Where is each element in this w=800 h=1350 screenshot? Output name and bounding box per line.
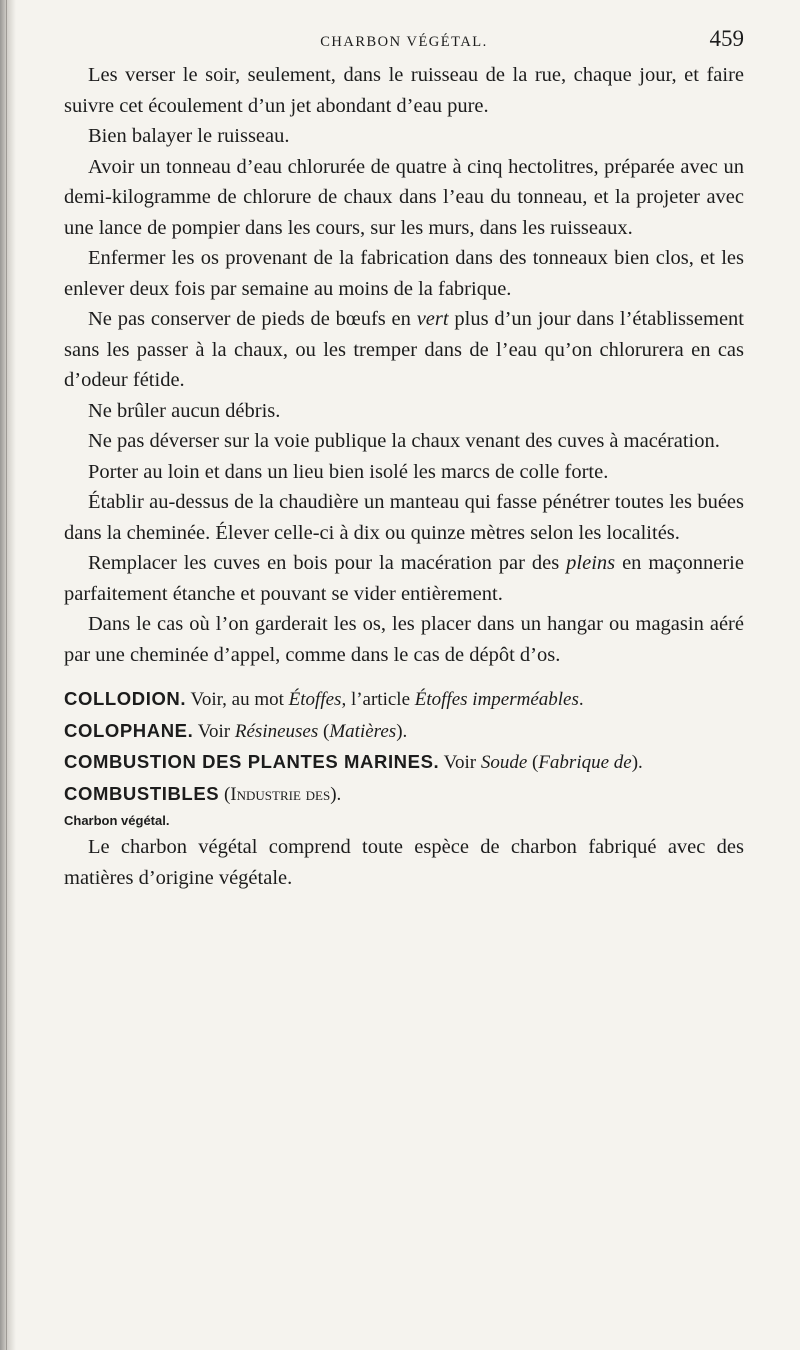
paragraph-7: Ne pas déverser sur la voie publique la chaux venant des cuves à macération.: [88, 430, 720, 452]
entry-term: COMBUSTION DES PLANTES MARINES.: [64, 751, 440, 772]
entry-combustibles: COMBUSTIBLES (Industrie des).: [64, 782, 342, 805]
paragraph-final: Le charbon végétal comprend toute espèce de charbon fabriqué avec des matières d’origine végétale.: [64, 836, 744, 889]
page-body: [64, 60, 744, 893]
entry-term: COLLODION.: [64, 688, 187, 709]
paragraph-4: Enfermer les os provenant de la fabrication dans des tonneaux bien clos, et les enlever deux fois par semaine au moins de la fabrique.: [64, 247, 744, 300]
page-binding-edge: [6, 0, 7, 1350]
running-head-title: CHARBON VÉGÉTAL.: [320, 34, 488, 50]
entry-combustion: COMBUSTION DES PLANTES MARINES. Voir Soude (Fabrique de).: [64, 751, 643, 773]
page-binding-shadow: [0, 0, 16, 1350]
paragraph-11: Dans le cas où l’on garderait les os, les placer dans un hangar ou magasin aéré par une cheminée d’appel, comme dans le cas de dépôt d’os.: [64, 613, 744, 666]
entry-colophane: COLOPHANE. Voir Résineuses (Matières).: [64, 719, 408, 742]
italic-term-vert: vert: [416, 308, 449, 330]
paragraph-9: Établir au-dessus de la chaudière un manteau qui fasse pénétrer toutes les buées dans la cheminée. Élever celle-ci à dix ou quinze mètres selon les localités.: [64, 491, 744, 544]
paragraph-5: Ne pas conserver de pieds de bœufs en vert plus d’un jour dans l’établissement sans les passer à la chaux, ou les tremper dans de l’eau qu’on chlorurera en cas d’odeur fétide.: [64, 308, 745, 391]
paragraph-3: Avoir un tonneau d’eau chlorurée de quatre à cinq hectolitres, préparée avec un demi-kilogramme de chlorure de chaux dans l’eau du tonneau, et la projeter avec une lance de pompier dans les cours, sur les murs, dans les ruisseaux.: [64, 155, 744, 239]
entry-term: COMBUSTIBLES: [64, 782, 220, 804]
dictionary-entries: [64, 684, 744, 832]
subheading-charbon-vegetal: Charbon végétal.: [64, 813, 170, 828]
paragraph-10: Remplacer les cuves en bois pour la macération par des pleins en maçonnerie parfaitement étanche et pouvant se vider entièrement.: [64, 552, 744, 605]
italic-term-pleins: pleins: [566, 552, 616, 574]
page-number: 459: [709, 26, 744, 51]
paragraph-6: Ne brûler aucun débris.: [88, 399, 281, 422]
running-head: [64, 26, 744, 60]
entry-term: COLOPHANE.: [64, 719, 194, 741]
paragraph-8: Porter au loin et dans un lieu bien isolé les marcs de colle forte.: [88, 460, 609, 483]
paragraph-2: Bien balayer le ruisseau.: [88, 125, 290, 147]
entry-collodion: COLLODION. Voir, au mot Étoffes, l’article Étoffes imperméables.: [64, 688, 584, 710]
paragraph-1: Les verser le soir, seulement, dans le ruisseau de la rue, chaque jour, et faire suivre cet écoulement d’un jet abondant d’eau pure.: [64, 64, 744, 117]
book-page: [64, 26, 744, 893]
